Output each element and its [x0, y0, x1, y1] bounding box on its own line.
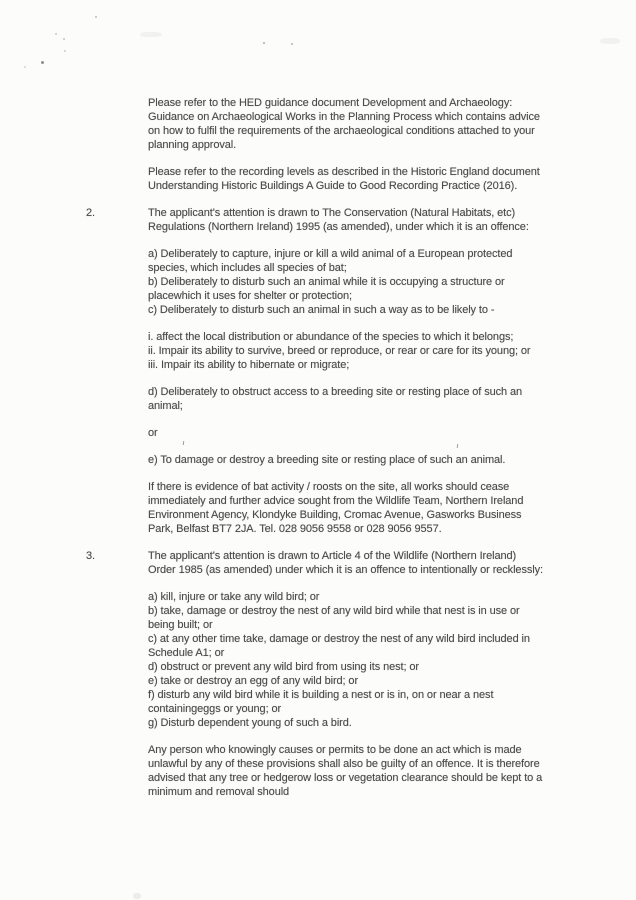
- section-2-clauses-a-c: a) Deliberately to capture, injure or kill a wild animal of a European protected species, which includes all species of bat; b) Deliberately to disturb such an animal while it is occupying a structure or placewhich it uses for shelter or protection; c) Deliberately to disturb such an animal in such a way as to be likely to -: [148, 248, 513, 316]
- scan-speck: [291, 43, 293, 45]
- scan-speck: [55, 33, 57, 35]
- paragraph-hed-guidance: Please refer to the HED guidance document Development and Archaeology: Guidance on Archaeological Works in the Planning Process which contains advice on how to fulfil the requirements of the archaeological conditions attached to your planning approval.: [148, 97, 540, 151]
- scan-speck: [95, 16, 97, 18]
- section-2-clause-d: d) Deliberately to obstruct access to a breeding site or resting place of such an animal;: [148, 386, 523, 412]
- scan-speck: [63, 38, 65, 40]
- scan-speck: [64, 50, 66, 52]
- scan-smudge: [133, 893, 141, 899]
- section-3: [86, 549, 606, 799]
- section-2-bat-advice: If there is evidence of bat activity / roosts on the site, all works should cease immediately and further advice sought from the Wildlife Team, Northern Ireland Environment Agency, Klondyke Building, Cromac Avenue, Gasworks Business Park, Belfast BT7 2JA. Tel. 028 9056 9558 or 028 9056 9557.: [148, 481, 524, 535]
- section-2-or-separator: or: [148, 427, 158, 439]
- section-2-intro: The applicant's attention is drawn to The Conservation (Natural Habitats, etc) Regulations (Northern Ireland) 1995 (as amended), under which it is an offence:: [148, 207, 529, 233]
- section-3-closing-paragraph: Any person who knowingly causes or permits to be done an act which is made unlawful by any of these provisions shall also be guilty of an offence. It is therefore advised that any tree or hedgerow loss or vegetation clearance should be kept to a minimum and removal should: [148, 744, 543, 798]
- section-2-clause-e: e) To damage or destroy a breeding site or resting place of such an animal.: [148, 454, 506, 466]
- scan-speck: [263, 42, 265, 44]
- section-3-intro: The applicant's attention is drawn to Article 4 of the Wildlife (Northern Ireland) Order 1985 (as amended) under which it is an offence to intentionally or recklessly:: [148, 550, 543, 576]
- section-2: [86, 206, 606, 536]
- scan-smudge: [140, 32, 162, 37]
- section-3-clauses-a-g: a) kill, injure or take any wild bird; or b) take, damage or destroy the nest of any wild bird while that nest is in use or being built; or c) at any other time take, damage or destroy the nest of any wild bird included in Schedule A1; or d) obstruct or prevent any wild bird from using its nest; or e) take or destroy an egg of any wild bird; or f) disturb any wild bird while it is building a nest or is in, on or near a nest containingeggs or young; or g) Disturb dependent young of such a bird.: [148, 591, 530, 729]
- section-2-roman-list: i. affect the local distribution or abundance of the species to which it belongs; ii. Impair its ability to survive, breed or reproduce, or rear or care for its young; or iii. Impair its ability to hibernate or migrate;: [148, 331, 531, 371]
- section-3-number: 3.: [86, 550, 95, 562]
- scan-speck: [41, 61, 44, 64]
- scan-smudge: [600, 38, 620, 44]
- scan-speck: [24, 66, 26, 68]
- paragraph-recording-levels: Please refer to the recording levels as described in the Historic England document Understanding Historic Buildings A Guide to Good Recording Practice (2016).: [148, 166, 540, 192]
- section-2-number: 2.: [86, 207, 95, 219]
- document-body: [86, 96, 606, 812]
